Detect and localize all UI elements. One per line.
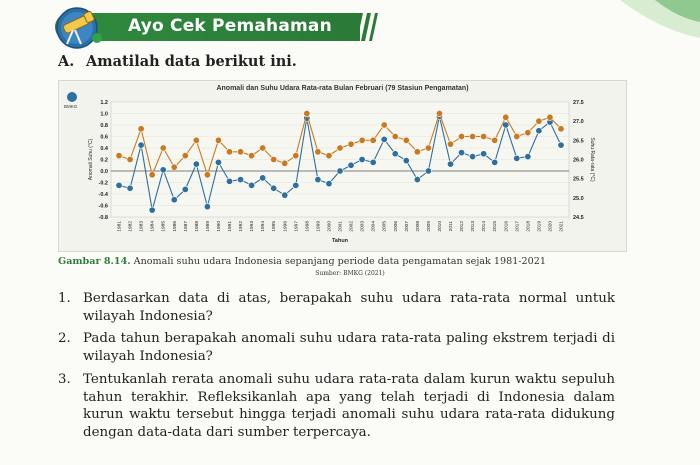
anomaly-point xyxy=(447,161,453,167)
x-tick-label: 2019 xyxy=(537,221,543,232)
x-tick-label: 2003 xyxy=(360,221,366,232)
anomaly-point xyxy=(193,161,199,167)
temperature-point xyxy=(447,141,453,147)
x-tick-label: 1987 xyxy=(183,221,189,232)
x-tick-label: 2006 xyxy=(393,221,399,232)
anomaly-point xyxy=(215,159,221,165)
y-tick-label: 1.2 xyxy=(100,100,108,106)
x-tick-label: 1981 xyxy=(117,221,123,232)
x-tick-label: 2013 xyxy=(471,221,477,232)
temperature-point xyxy=(480,133,486,139)
caption-text: Anomali suhu udara Indonesia sepanjang periode data pengamatan sejak 1981-2021 xyxy=(133,256,546,267)
x-tick-label: 1997 xyxy=(294,221,300,232)
banner-title: Ayo Cek Pemahaman xyxy=(128,16,332,36)
anomaly-point xyxy=(381,136,387,142)
temperature-point xyxy=(536,118,542,124)
x-tick-label: 1986 xyxy=(172,221,178,232)
anomaly-point xyxy=(370,159,376,165)
anomaly-point xyxy=(293,182,299,188)
anomaly-point xyxy=(248,182,254,188)
x-tick-label: 2021 xyxy=(559,221,565,232)
y-tick-label: 0.4 xyxy=(100,146,108,152)
temperature-point xyxy=(503,114,509,120)
anomaly-point xyxy=(138,142,144,148)
temperature-point xyxy=(315,149,321,155)
anomaly-point xyxy=(237,176,243,182)
x-tick-label: 1999 xyxy=(316,221,322,232)
x-axis-label: Tahun xyxy=(331,238,349,244)
anomaly-point xyxy=(469,153,475,159)
anomaly-point xyxy=(525,153,531,159)
anomaly-point xyxy=(326,180,332,186)
temperature-point xyxy=(425,145,431,151)
anomaly-point xyxy=(425,168,431,174)
section-label: A. xyxy=(58,53,75,70)
question-number: 1. xyxy=(58,291,71,306)
temperature-point xyxy=(558,126,564,132)
temperature-point xyxy=(359,137,365,143)
y2-tick-label: 26.0 xyxy=(573,157,584,164)
anomaly-point xyxy=(348,162,354,168)
x-tick-label: 1989 xyxy=(205,221,211,232)
temperature-point xyxy=(116,152,122,158)
temperature-point xyxy=(226,149,232,155)
temperature-point xyxy=(149,172,155,178)
anomaly-point xyxy=(514,155,520,161)
temperature-point xyxy=(237,149,243,155)
x-tick-label: 1988 xyxy=(194,221,200,232)
anomaly-point xyxy=(204,203,210,209)
anomaly-point xyxy=(492,159,498,165)
y-tick-label: 0.8 xyxy=(100,123,108,129)
temperature-point xyxy=(193,137,199,143)
x-tick-label: 2011 xyxy=(449,221,454,232)
x-tick-label: 1991 xyxy=(228,221,233,232)
y-tick-label: -0.6 xyxy=(98,203,108,210)
caption-label: Gambar 8.14. xyxy=(58,256,131,267)
temperature-point xyxy=(370,137,376,143)
x-tick-label: 1983 xyxy=(139,221,145,232)
anomaly-point xyxy=(403,157,409,163)
y2-tick-label: 25.5 xyxy=(573,176,584,183)
temperature-point xyxy=(403,137,409,143)
x-tick-label: 2005 xyxy=(382,221,388,232)
x-tick-label: 1994 xyxy=(261,221,267,232)
telescope-icon xyxy=(53,6,113,50)
anomaly-point xyxy=(149,207,155,213)
anomaly-point xyxy=(536,128,542,134)
temperature-point xyxy=(204,172,210,178)
x-tick-label: 2012 xyxy=(460,221,466,232)
x-tick-label: 1985 xyxy=(161,221,167,232)
temperature-point xyxy=(436,110,442,116)
question-number: 2. xyxy=(58,331,71,346)
y-tick-label: -0.2 xyxy=(98,180,108,187)
bmkg-logo-text: BMKG xyxy=(64,104,78,109)
corner-decoration xyxy=(560,0,700,60)
temperature-point xyxy=(171,164,177,170)
x-tick-label: 2007 xyxy=(404,221,410,232)
question-text: Berdasarkan data di atas, berapakah suhu udara rata-rata normal untuk wilayah Indonesia? xyxy=(83,291,615,324)
temperature-point xyxy=(248,152,254,158)
chart-title: Anomali dan Suhu Udara Rata-rata Bulan Februari (79 Stasiun Pengamatan) xyxy=(216,85,469,92)
x-tick-label: 1992 xyxy=(239,221,245,232)
temperature-point xyxy=(414,149,420,155)
anomaly-point xyxy=(337,168,343,174)
temperature-point xyxy=(381,122,387,128)
temperature-point xyxy=(525,129,531,135)
temperature-point xyxy=(337,145,343,151)
temperature-point xyxy=(392,133,398,139)
temperature-point xyxy=(271,156,277,162)
x-tick-label: 2009 xyxy=(426,221,432,232)
banner-stripes xyxy=(337,13,383,41)
x-tick-label: 1993 xyxy=(250,221,256,232)
temperature-point xyxy=(293,152,299,158)
x-tick-label: 2002 xyxy=(349,221,355,232)
temperature-point xyxy=(514,133,520,139)
anomaly-point xyxy=(480,151,486,157)
y-tick-label: 0.0 xyxy=(100,169,108,175)
temperature-point xyxy=(282,160,288,166)
x-tick-label: 1982 xyxy=(128,221,134,232)
temperature-point xyxy=(469,133,475,139)
temperature-point xyxy=(138,126,144,132)
anomaly-point xyxy=(226,178,232,184)
temperature-point xyxy=(326,152,332,158)
x-tick-label: 2014 xyxy=(482,221,488,232)
x-tick-label: 2017 xyxy=(515,221,521,232)
y-tick-label: 0.6 xyxy=(100,134,108,141)
x-tick-label: 1998 xyxy=(305,221,311,232)
temperature-point xyxy=(182,152,188,158)
x-tick-label: 1984 xyxy=(150,221,156,232)
anomaly-point xyxy=(160,167,166,173)
bmkg-logo-icon xyxy=(67,92,77,102)
temperature-point xyxy=(304,110,310,116)
anomaly-point xyxy=(259,175,265,181)
y2-tick-label: 25.0 xyxy=(573,195,584,202)
y-tick-label: 0.2 xyxy=(100,157,108,164)
y-tick-label: -0.8 xyxy=(98,215,108,221)
figure-source: Sumber: BMKG (2021) xyxy=(315,270,385,277)
anomaly-point xyxy=(282,192,288,198)
y2-tick-label: 27.0 xyxy=(573,119,584,126)
temperature-point xyxy=(492,137,498,143)
y-tick-label: 1.0 xyxy=(100,111,108,118)
x-tick-label: 2001 xyxy=(338,221,344,232)
instruction-text: Amatilah data berikut ini. xyxy=(86,53,297,70)
temperature-point xyxy=(547,114,553,120)
anomaly-point xyxy=(182,186,188,192)
x-tick-label: 2008 xyxy=(415,221,421,232)
x-tick-label: 1990 xyxy=(216,221,222,232)
question-number: 3. xyxy=(58,372,71,387)
anomaly-point xyxy=(116,182,122,188)
temperature-point xyxy=(215,137,221,143)
temperature-point xyxy=(458,133,464,139)
anomaly-point xyxy=(271,185,277,191)
x-tick-label: 1995 xyxy=(272,221,278,232)
chart-figure xyxy=(58,80,627,252)
anomaly-point xyxy=(359,156,365,162)
x-tick-label: 2016 xyxy=(504,221,510,232)
temperature-point xyxy=(348,141,354,147)
anomaly-point xyxy=(392,151,398,157)
y2-tick-label: 26.5 xyxy=(573,138,584,145)
anomaly-point xyxy=(171,197,177,203)
x-tick-label: 2000 xyxy=(327,221,333,232)
x-tick-label: 2020 xyxy=(548,221,554,232)
x-tick-label: 2004 xyxy=(371,221,377,232)
anomaly-point xyxy=(127,185,133,191)
anomaly-point xyxy=(558,142,564,148)
x-tick-label: 1996 xyxy=(283,221,289,232)
anomaly-point xyxy=(315,176,321,182)
anomaly-point xyxy=(414,176,420,182)
x-tick-label: 2018 xyxy=(526,221,532,232)
anomaly-point xyxy=(458,149,464,155)
question-text: Tentukanlah rerata anomali suhu udara rata-rata dalam kurun waktu sepuluh tahun terakhir. Refleksikanlah apa yang telah terjadi di Indonesia dalam kurun waktu tersebut hingga terjadi anomali suhu udara rata-rata didukung dengan data-data dari sumber terpercaya. xyxy=(83,372,615,440)
section-instruction xyxy=(58,53,297,70)
y2-axis-label: Suhu Rata-rata (°C) xyxy=(589,137,595,182)
y-axis-label: Anomali Suhu (°C) xyxy=(88,138,94,181)
y-tick-label: -0.4 xyxy=(98,192,108,198)
temperature-point xyxy=(259,145,265,151)
y2-tick-label: 24.5 xyxy=(573,215,584,221)
x-tick-label: 2015 xyxy=(493,221,499,232)
temperature-point xyxy=(127,156,133,162)
figure-caption xyxy=(58,256,648,267)
line-chart xyxy=(59,81,626,251)
temperature-point xyxy=(160,145,166,151)
y2-tick-label: 27.5 xyxy=(573,100,584,106)
x-tick-label: 2010 xyxy=(437,221,443,232)
question-text: Pada tahun berapakah anomali suhu udara rata-rata paling ekstrem terjadi di wilayah Indonesia? xyxy=(83,331,615,364)
